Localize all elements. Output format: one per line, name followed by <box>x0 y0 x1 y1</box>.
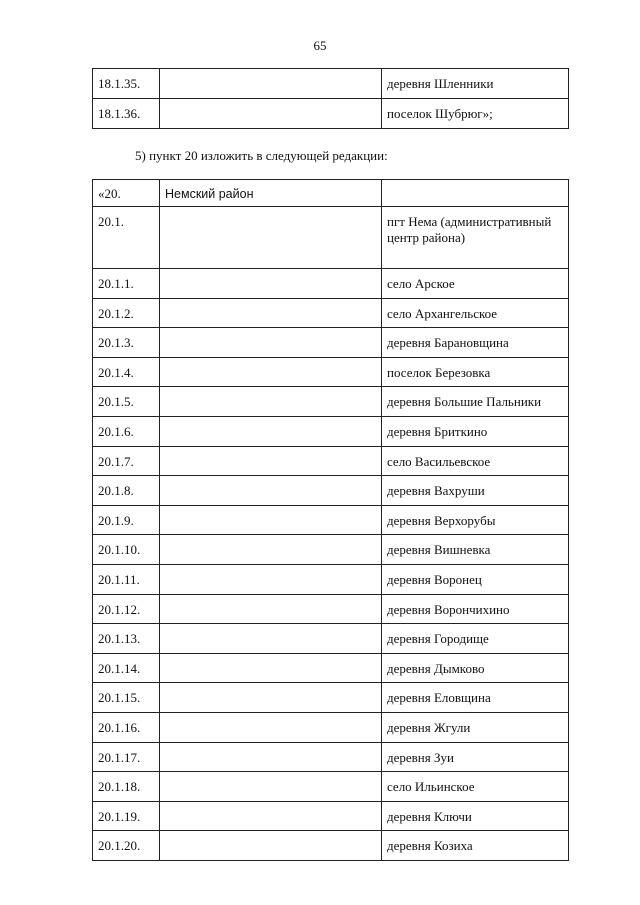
settlement-code-cell: 20.1.9. <box>93 505 160 535</box>
table-row <box>93 505 569 535</box>
table-row <box>93 831 569 861</box>
district-cell <box>160 712 382 742</box>
table-row <box>93 683 569 713</box>
district-name-cell: Немский район <box>160 180 382 207</box>
settlement-name-cell: село Ильинское <box>382 772 569 802</box>
table-row <box>93 69 569 99</box>
settlement-code-cell: 20.1.11. <box>93 564 160 594</box>
settlement-code-cell: 18.1.36. <box>93 99 160 129</box>
district-cell <box>160 594 382 624</box>
settlement-name-cell: деревня Верхорубы <box>382 505 569 535</box>
settlement-code-cell: 18.1.35. <box>93 69 160 99</box>
district-cell <box>160 683 382 713</box>
settlement-code-cell: 20.1.4. <box>93 357 160 387</box>
settlements-table-continued <box>92 68 569 129</box>
settlement-name-cell: деревня Жгули <box>382 712 569 742</box>
district-cell <box>160 505 382 535</box>
settlement-name-cell: село Арское <box>382 269 569 299</box>
table-row <box>93 476 569 506</box>
district-cell <box>160 69 382 99</box>
table-row <box>93 416 569 446</box>
settlement-code-cell: 20.1.10. <box>93 535 160 565</box>
table-row <box>93 653 569 683</box>
settlement-name-cell: деревня Шленники <box>382 69 569 99</box>
settlement-name-cell: деревня Ворончихино <box>382 594 569 624</box>
settlement-name-cell: поселок Березовка <box>382 357 569 387</box>
settlement-code-cell: 20.1.14. <box>93 653 160 683</box>
settlement-code-cell: 20.1.1. <box>93 269 160 299</box>
settlement-code-cell: 20.1.15. <box>93 683 160 713</box>
district-cell <box>160 476 382 506</box>
settlement-name-cell: деревня Зуи <box>382 742 569 772</box>
settlement-name-cell: деревня Бриткино <box>382 416 569 446</box>
table-row <box>93 387 569 417</box>
table-row <box>93 535 569 565</box>
settlement-name-cell: пгт Нема (административный центр района) <box>382 207 569 269</box>
table-row <box>93 742 569 772</box>
district-cell <box>160 328 382 358</box>
table-row <box>93 564 569 594</box>
page-number: 65 <box>313 38 327 53</box>
settlement-code-cell: 20.1. <box>93 207 160 269</box>
district-cell <box>160 269 382 299</box>
settlement-code-cell: 20.1.5. <box>93 387 160 417</box>
table-row <box>93 624 569 654</box>
table-row <box>93 594 569 624</box>
district-cell <box>160 207 382 269</box>
settlement-name-cell: деревня Городище <box>382 624 569 654</box>
settlement-code-cell: 20.1.8. <box>93 476 160 506</box>
amendment-instruction: 5) пункт 20 изложить в следующей редакции: <box>135 148 388 163</box>
table-row <box>93 801 569 831</box>
district-cell <box>160 772 382 802</box>
settlement-name-cell: деревня Еловщина <box>382 683 569 713</box>
district-cell <box>160 99 382 129</box>
table-row <box>93 446 569 476</box>
table-row <box>93 298 569 328</box>
settlement-code-cell: 20.1.6. <box>93 416 160 446</box>
district-code-cell: «20. <box>93 180 160 207</box>
district-cell <box>160 653 382 683</box>
district-cell <box>160 416 382 446</box>
settlements-table-nemsky <box>92 179 569 861</box>
district-cell <box>160 446 382 476</box>
table-row <box>93 99 569 129</box>
district-cell <box>160 801 382 831</box>
table-row <box>93 772 569 802</box>
settlement-code-cell: 20.1.13. <box>93 624 160 654</box>
settlement-name-cell <box>382 180 569 207</box>
settlement-name-cell: деревня Воронец <box>382 564 569 594</box>
settlement-name-cell: деревня Ключи <box>382 801 569 831</box>
settlement-name-cell: село Васильевское <box>382 446 569 476</box>
settlement-code-cell: 20.1.17. <box>93 742 160 772</box>
table-row <box>93 269 569 299</box>
settlement-name-cell: деревня Дымково <box>382 653 569 683</box>
settlement-code-cell: 20.1.12. <box>93 594 160 624</box>
settlement-code-cell: 20.1.3. <box>93 328 160 358</box>
table-row <box>93 328 569 358</box>
settlement-name-cell: поселок Шубрюг»; <box>382 99 569 129</box>
district-cell <box>160 387 382 417</box>
settlement-code-cell: 20.1.20. <box>93 831 160 861</box>
settlement-code-cell: 20.1.18. <box>93 772 160 802</box>
district-cell <box>160 357 382 387</box>
settlement-code-cell: 20.1.2. <box>93 298 160 328</box>
settlement-code-cell: 20.1.19. <box>93 801 160 831</box>
district-cell <box>160 564 382 594</box>
district-cell <box>160 831 382 861</box>
table-row <box>93 207 569 269</box>
district-cell <box>160 742 382 772</box>
settlement-name-cell: деревня Барановщина <box>382 328 569 358</box>
district-cell <box>160 624 382 654</box>
district-cell <box>160 298 382 328</box>
settlement-name-cell: деревня Козиха <box>382 831 569 861</box>
settlement-name-cell: село Архангельское <box>382 298 569 328</box>
table-header-row <box>93 180 569 207</box>
table-row <box>93 357 569 387</box>
settlement-code-cell: 20.1.16. <box>93 712 160 742</box>
settlement-name-cell: деревня Вишневка <box>382 535 569 565</box>
settlement-name-cell: деревня Вахруши <box>382 476 569 506</box>
table-row <box>93 712 569 742</box>
settlement-code-cell: 20.1.7. <box>93 446 160 476</box>
district-cell <box>160 535 382 565</box>
settlement-name-cell: деревня Большие Пальники <box>382 387 569 417</box>
